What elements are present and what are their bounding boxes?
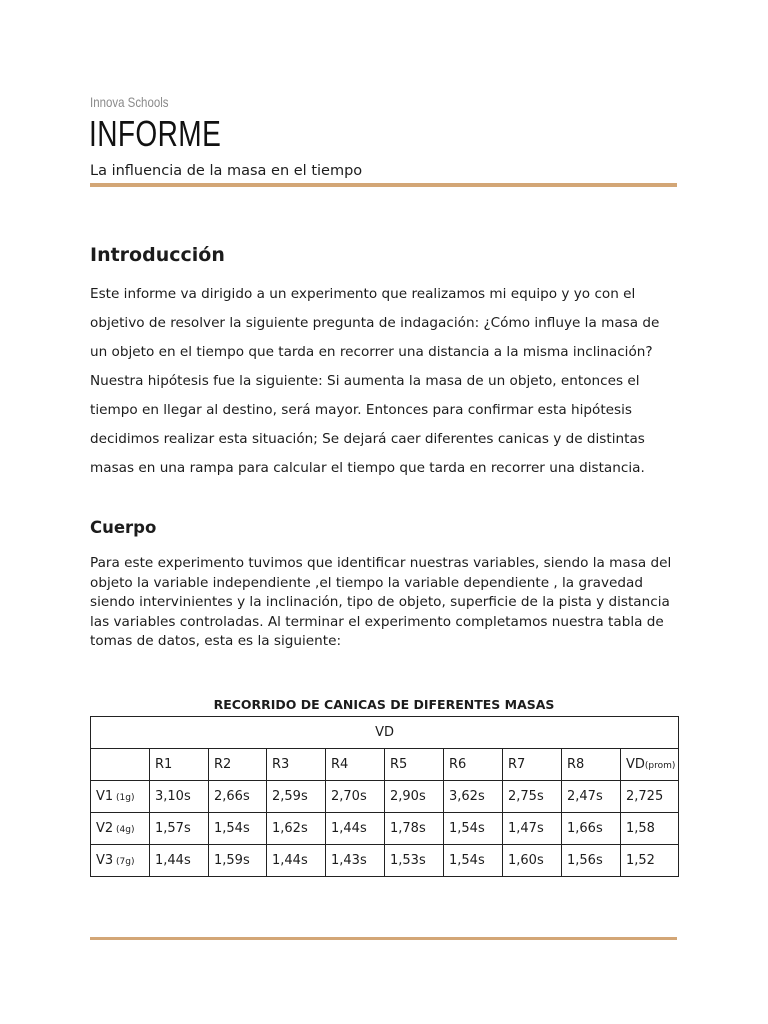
table-cell: 1,59s (209, 845, 267, 877)
table-cell: 1,43s (326, 845, 385, 877)
document-subtitle: La influencia de la masa en el tiempo (90, 163, 363, 179)
introduction-text: Este informe va dirigido a un experimento que realizamos mi equipo y yo con el objetivo de resolver la siguiente pregunta de indagación: ¿Cómo influye la masa de un objeto en el tiempo que tarda en recorrer una distancia a la misma inclinación? Nuestra hipótesis fue la siguiente: Si aumenta la masa de un objeto, entonces el tiempo en llegar al destino, será mayor. Entonces para confirmar esta hipótesis decidimos realizar esta situación; Se dejará caer diferentes canicas y de distintas masas en una rampa para calcular el tiempo que tarda en recorrer una distancia. (90, 286, 660, 476)
table-cell: 2,70s (326, 781, 385, 813)
footer-divider (90, 937, 677, 940)
table-cell: 1,62s (267, 813, 326, 845)
column-header: R8 (562, 749, 621, 781)
table-row (91, 813, 679, 845)
table-cell: 1,66s (562, 813, 621, 845)
table-cell: 1,57s (150, 813, 209, 845)
row-label-main: V1 (96, 789, 114, 804)
table-cell: 3,10s (150, 781, 209, 813)
column-header: R6 (444, 749, 503, 781)
row-label (91, 781, 150, 813)
body-text: Para este experimento tuvimos que identificar nuestras variables, siendo la masa del objeto la variable independiente ,el tiempo la variable dependiente , la gravedad siendo intervinientes y la inclinación, tipo de objeto, superficie de la pista y distancia las variables controladas. Al terminar el experimento completamos nuestra tabla de tomas de datos, esta es la siguiente: (90, 555, 672, 649)
table-cell: 1,44s (267, 845, 326, 877)
data-table (90, 716, 679, 877)
row-label-sub: (4g) (113, 825, 135, 835)
average-column-header (621, 749, 679, 781)
table-cell: 2,90s (385, 781, 444, 813)
average-header-sub: (prom) (644, 761, 676, 771)
table-cell: 1,47s (503, 813, 562, 845)
table-row (91, 845, 679, 877)
column-header: R3 (267, 749, 326, 781)
table-group-header-row (91, 717, 679, 749)
row-label-main: V3 (96, 853, 114, 868)
table-cell: 2,59s (267, 781, 326, 813)
corner-cell (91, 749, 150, 781)
average-header-label: VD (626, 757, 645, 772)
table-cell: 2,47s (562, 781, 621, 813)
column-header: R5 (385, 749, 444, 781)
table-cell: 1,60s (503, 845, 562, 877)
column-header: R4 (326, 749, 385, 781)
table-cell: 1,78s (385, 813, 444, 845)
table-title: RECORRIDO DE CANICAS DE DIFERENTES MASAS (213, 697, 555, 712)
document-title: INFORME (89, 113, 222, 154)
row-label (91, 813, 150, 845)
row-label-main: V2 (96, 821, 114, 836)
table-cell: 1,54s (209, 813, 267, 845)
body-heading: Cuerpo (90, 518, 157, 537)
row-label-sub: (1g) (113, 793, 135, 803)
table-cell: 3,62s (444, 781, 503, 813)
table-cell: 1,53s (385, 845, 444, 877)
table-cell: 2,75s (503, 781, 562, 813)
header-divider (90, 183, 677, 187)
column-header: R7 (503, 749, 562, 781)
table-cell: 1,54s (444, 845, 503, 877)
table-cell: 1,56s (562, 845, 621, 877)
table-cell: 1,44s (326, 813, 385, 845)
table-cell: 1,54s (444, 813, 503, 845)
row-label (91, 845, 150, 877)
table-cell: 1,44s (150, 845, 209, 877)
average-cell: 1,58 (621, 813, 679, 845)
average-cell: 2,725 (621, 781, 679, 813)
column-header: R1 (150, 749, 209, 781)
school-name: Innova Schools (90, 94, 169, 110)
table-header-row (91, 749, 679, 781)
vd-group-header: VD (91, 717, 679, 749)
average-cell: 1,52 (621, 845, 679, 877)
column-header: R2 (209, 749, 267, 781)
table-cell: 2,66s (209, 781, 267, 813)
introduction-heading: Introducción (90, 244, 225, 266)
row-label-sub: (7g) (113, 857, 135, 867)
table-row (91, 781, 679, 813)
